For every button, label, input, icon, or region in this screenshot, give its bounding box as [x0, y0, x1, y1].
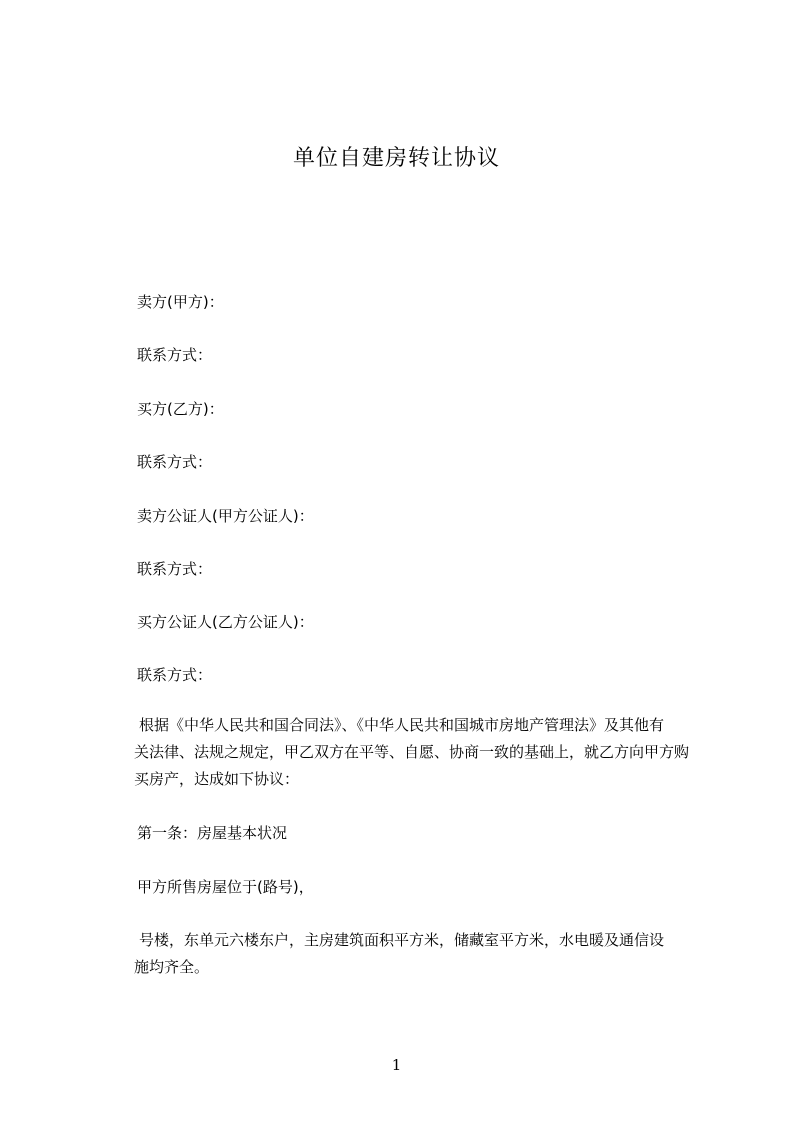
article-1-detail-line-1: 号楼，东单元六楼东户，主房建筑面积平方米，储藏室平方米，水电暖及通信设: [139, 931, 665, 949]
preamble-paragraph: [134, 712, 703, 793]
seller-field: 卖方(甲方)：: [137, 293, 224, 311]
seller-notary-field: 卖方公证人(甲方公证人)：: [137, 507, 314, 525]
seller-contact-field: 联系方式：: [137, 346, 213, 364]
document-title: 单位自建房转让协议: [292, 146, 500, 171]
article-1-heading: 第一条：房屋基本状况: [137, 824, 288, 842]
seller-notary-contact-field: 联系方式：: [137, 560, 213, 578]
preamble-line-3: 买房产，达成如下协议：: [134, 770, 300, 788]
article-1-detail-line-2: 施均齐全。: [134, 958, 210, 976]
buyer-notary-contact-field: 联系方式：: [137, 666, 213, 684]
page-number: 1: [391, 1056, 402, 1074]
preamble-line-2: 关法律、法规之规定，甲乙双方在平等、自愿、协商一致的基础上，就乙方向甲方购: [134, 743, 690, 761]
preamble-line-1: 根据《中华人民共和国合同法》、《中华人民共和国城市房地产管理法》及其他有: [139, 716, 665, 734]
buyer-contact-field: 联系方式：: [137, 453, 213, 471]
article-1-location: 甲方所售房屋位于(路号)，: [137, 878, 314, 896]
article-1-detail: [134, 927, 703, 981]
buyer-field: 买方(乙方)：: [137, 400, 224, 418]
buyer-notary-field: 买方公证人(乙方公证人)：: [137, 613, 314, 631]
